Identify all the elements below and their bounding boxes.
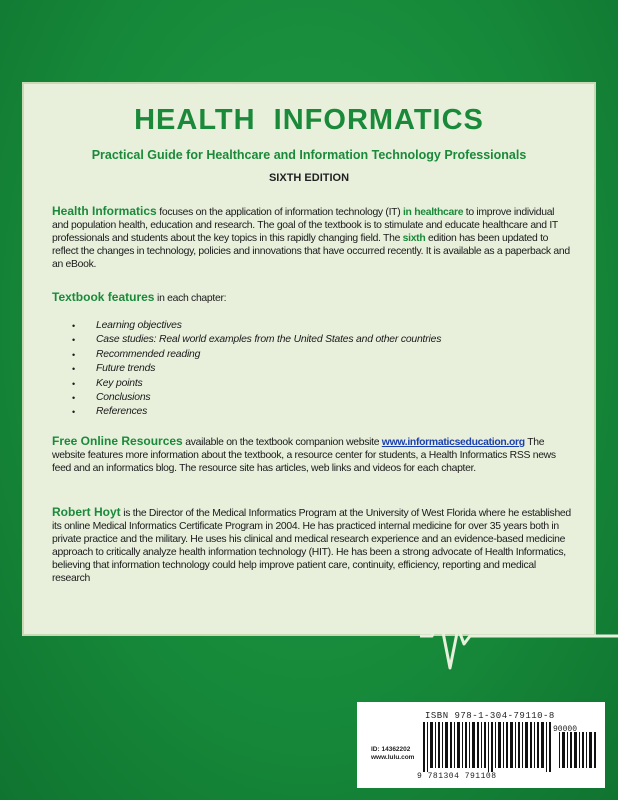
list-item: • Recommended reading (72, 348, 472, 362)
list-item: • Conclusions (72, 391, 472, 405)
resources-lead: Free Online Resources (52, 434, 183, 448)
features-text: in each chapter: (154, 293, 227, 304)
publisher-site: www.lulu.com (371, 754, 415, 761)
bullet-icon: • (72, 407, 75, 418)
intro-highlight: in healthcare (402, 207, 464, 218)
bullet-icon: • (72, 378, 75, 389)
price-code: 90000 (553, 725, 578, 734)
edition-label: SIXTH EDITION (268, 172, 350, 184)
intro-text-b: to improve individual and population health, education and research. The goal of the textbook is to stimulate and educate healthcare and IT professionals and students about the key topics in this rapidly changing field. The (52, 207, 558, 244)
bullet-icon: • (72, 335, 75, 346)
bullet-icon: • (72, 349, 75, 360)
features-lead: Textbook features (52, 290, 155, 304)
intro-text-c: edition has been updated to reflect the changes in technology, policies and innovations that have occurred recently. It is available as a paperback and an eBook. (52, 233, 570, 270)
resources-text-b: The website features more information about the textbook, a resource center for students, a Health Informatics RSS news feed and an informatics blog. The resource site has articles, web links and videos for each chapter. (52, 437, 556, 474)
list-item: • Case studies: Real world examples from the United States and other countries (72, 333, 472, 347)
book-subtitle: Practical Guide for Healthcare and Information Technology Professionals (91, 148, 527, 162)
list-item: • Key points (72, 377, 472, 391)
id-line: ID: 14362202 (371, 746, 411, 753)
resources-text-a: available on the textbook companion website (182, 437, 382, 448)
book-title: HEALTH INFORMATICS (134, 104, 484, 136)
bullet-icon: • (72, 364, 75, 375)
barcode-label (357, 702, 605, 788)
author-text: is the Director of the Medical Informatics Program at the University of West Florida where he established its online Medical Informatics Certificate Program in 2004. He has practiced internal medicine for over 35 years both in private practice and the military. He uses his clinical and medical research experience and an evidence-based medicine approach to critically analyze health information technology (HIT). He has been a strong advocate of Health Informatics, believing that information technology could help improve patient care, continuity, efficiency, reporting and medical research (52, 508, 571, 584)
list-item: • Learning objectives (72, 319, 472, 333)
bullet-icon: • (72, 321, 75, 331)
intro-text-a: focuses on the application of information technology (IT) (156, 207, 403, 218)
list-item: • References (72, 405, 472, 419)
intro-edition-word: sixth (402, 233, 426, 244)
isbn-text: ISBN 978-1-304-79110-8 (425, 711, 555, 721)
bullet-icon: • (72, 393, 75, 404)
author-lead: Robert Hoyt (52, 505, 121, 519)
companion-website-link[interactable]: www.informaticseducation.org (381, 437, 525, 448)
list-item: • Future trends (72, 362, 472, 376)
intro-lead: Health Informatics (52, 204, 157, 218)
publisher-id (371, 746, 414, 762)
barcode-number: 9 781304 791108 (417, 772, 497, 781)
